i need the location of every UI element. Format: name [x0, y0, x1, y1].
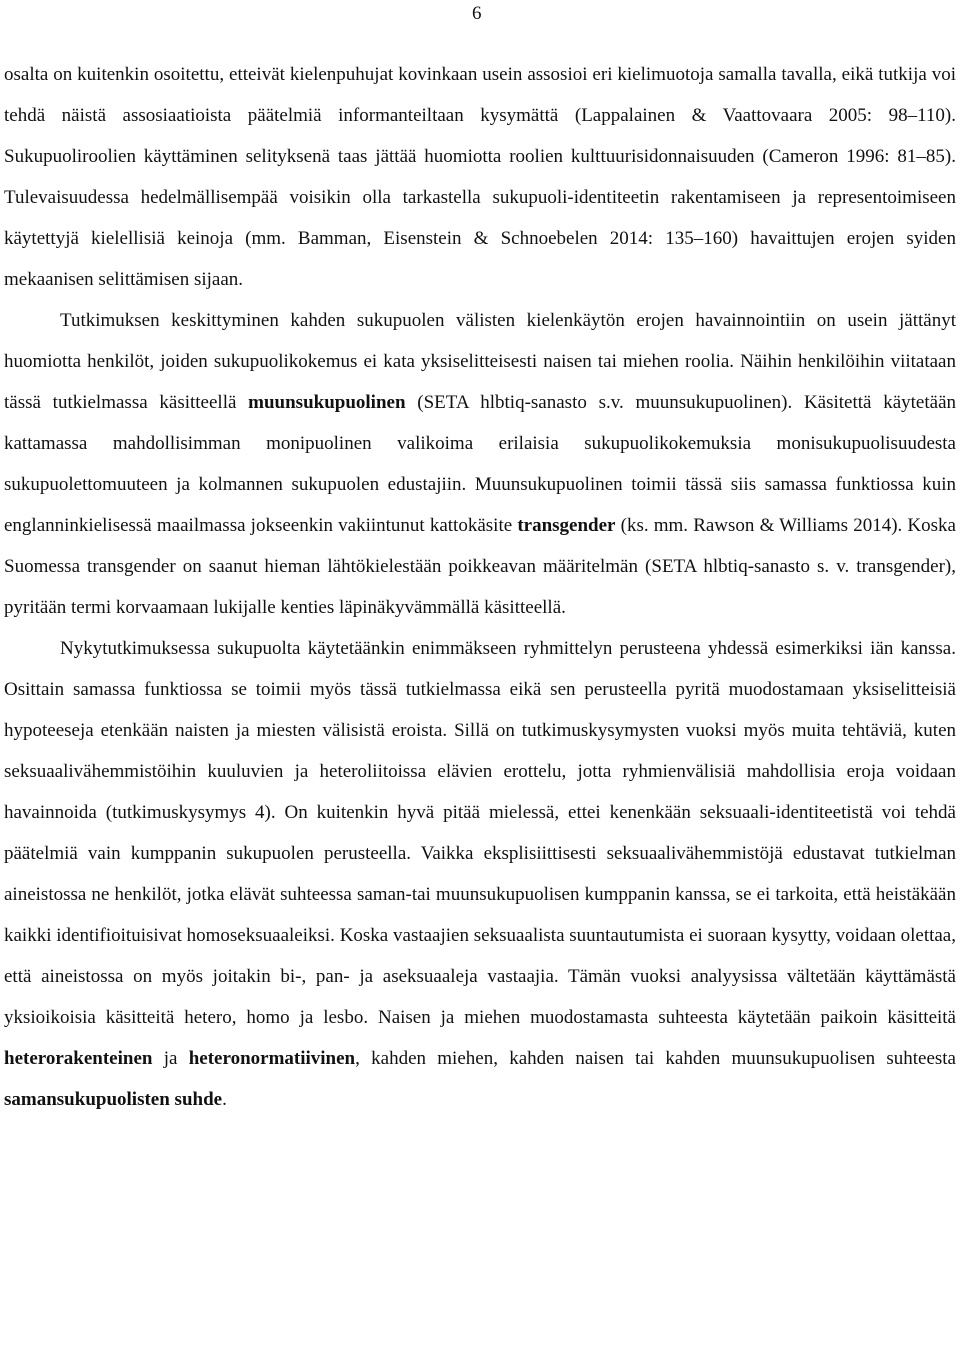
text-segment: .	[222, 1089, 227, 1110]
text-segment: Nykytutkimuksessa sukupuolta käytetäänkin enimmäkseen ryhmittelyn perusteena yhdessä esimerkiksi iän kanssa. Osittain samassa funktiossa se toimii myös tässä tutkielmassa eikä sen perusteella pyritä muodostamaan yksiselitteisiä hypoteeseja etenkään naisten ja miesten välisistä eroista. Sillä on tutkimuskysymysten vuoksi myös muita tehtäviä, kuten seksuaalivähemmistöihin kuuluvien ja heteroliitoissa elävien erottelu, jotta ryhmienvälisiä mahdollisia eroja voidaan havainnoida (tutkimuskysymys 4). On kuitenkin hyvä pitää mielessä, ettei kenenkään seksuaali-identiteetistä voi tehdä päätelmiä vain kumppanin sukupuolen perusteella. Vaikka eksplisiittisesti seksuaalivähemmistöjä edustavat tutkielman aineistossa ne henkilöt, jotka elävät suhteessa saman-tai muunsukupuolisen kumppanin kanssa, se ei tarkoita, että heistäkään kaikki identifioituisivat homoseksuaaleiksi. Koska vastaajien seksuaalista suuntautumista ei suoraan kysytty, voidaan olettaa, että aineistossa on myös joitakin bi-, pan- ja aseksuaaleja vastaajia. Tämän vuoksi analyysissa vältetään käyttämästä yksioikoisia käsitteitä hetero, homo ja lesbo. Naisen ja miehen muodostamasta suhteesta käytetään paikoin käsitteitä	[4, 638, 956, 1028]
paragraph	[4, 628, 956, 1120]
text-segment: ja	[152, 1048, 189, 1069]
paragraph	[4, 300, 956, 628]
body-text	[4, 54, 956, 1120]
text-segment: , kahden miehen, kahden naisen tai kahden muunsukupuolisen suhteesta	[355, 1048, 956, 1069]
defined-term: samansukupuolisten suhde	[4, 1089, 223, 1110]
text-segment: osalta on kuitenkin osoitettu, etteivät kielenpuhujat kovinkaan usein assosioi eri kielimuotoja samalla tavalla, eikä tutkija voi tehdä näistä assosiaatioista päätelmiä informanteiltaan kysymättä (Lappalainen & Vaattovaara 2005: 98–110). Sukupuoliroolien käyttäminen selityksenä taas jättää huomiotta roolien kulttuurisidonnaisuuden (Cameron 1996: 81–85). Tulevaisuudessa hedelmällisempää voisikin olla tarkastella sukupuoli-identiteetin rakentamiseen ja representoimiseen käytettyjä kielellisiä keinoja (mm. Bamman, Eisenstein & Schnoebelen 2014: 135–160) havaittujen erojen syiden mekaanisen selittämisen sijaan.	[4, 64, 956, 290]
defined-term: heterorakenteinen	[4, 1048, 153, 1069]
defined-term: transgender	[517, 515, 616, 536]
paragraph	[4, 54, 956, 300]
text-segment: Tutkimuksen keskittyminen kahden sukupuolen välisten kielenkäytön erojen havainnointiin on usein jättänyt huomiotta henkilöt, joiden sukupuolikokemus ei kata yksiselitteisesti naisen tai miehen roolia. Näihin henkilöihin viitataan tässä tutkielmassa käsitteellä	[4, 310, 956, 413]
text-segment: (ks. mm. Rawson & Williams 2014). Koska Suomessa transgender on saanut hieman lähtökielestään poikkeavan määritelmän (SETA hlbtiq-sanasto s. v. transgender), pyritään termi korvaamaan lukijalle kenties läpinäkyvämmällä käsitteellä.	[4, 515, 956, 618]
defined-term: muunsukupuolinen	[248, 392, 406, 413]
text-segment: (SETA hlbtiq-sanasto s.v. muunsukupuolinen). Käsitettä käytetään kattamassa mahdollisimman monipuolinen valikoima erilaisia sukupuolikokemuksia monisukupuolisuudesta sukupuolettomuuteen ja kolmannen sukupuolen edustajiin. Muunsukupuolinen toimii tässä siis samassa funktiossa kuin englanninkielisessä maailmassa jokseenkin vakiintunut kattokäsite	[4, 392, 957, 536]
page-number: 6	[472, 3, 482, 24]
defined-term: heteronormatiivinen	[188, 1048, 356, 1069]
